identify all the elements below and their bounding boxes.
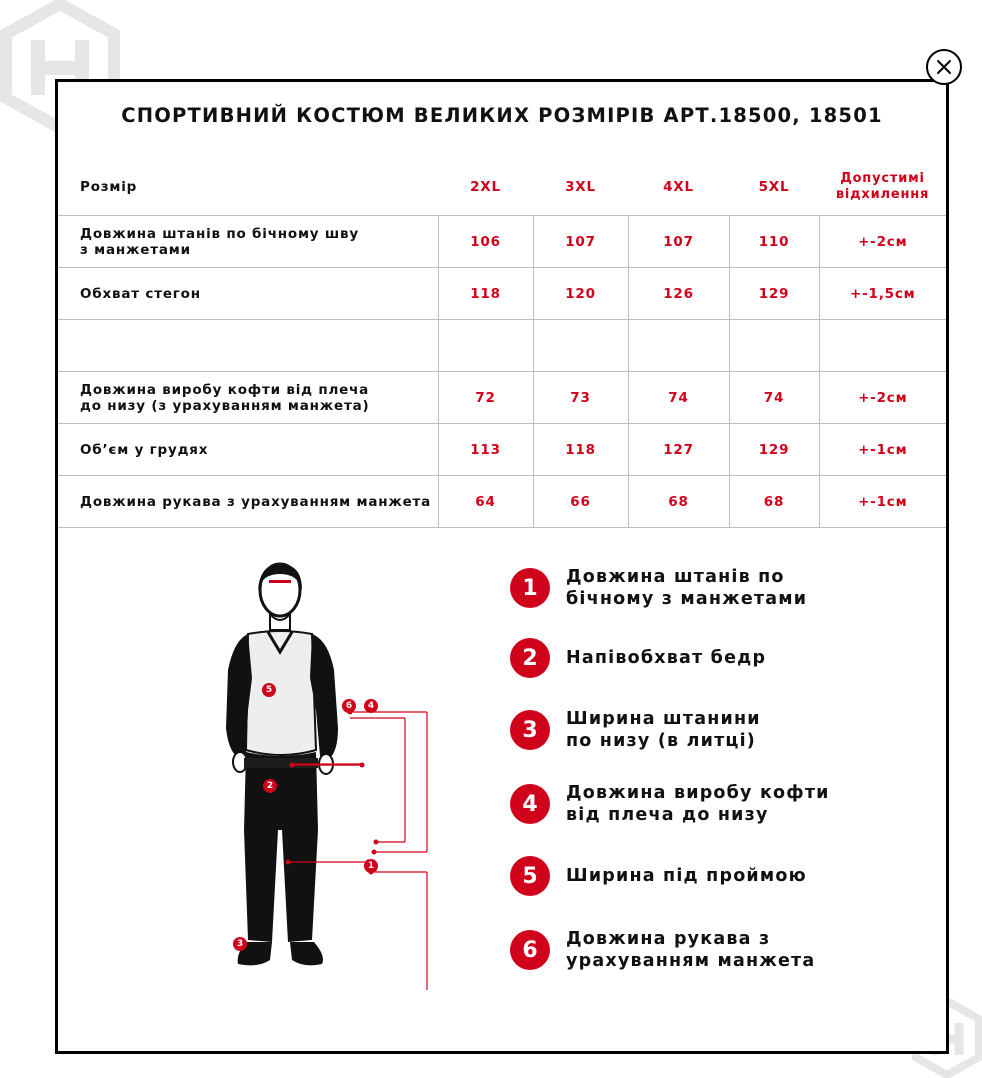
size-header-2xl: 2XL	[470, 178, 501, 195]
size-value-4xl	[628, 320, 729, 372]
size-value-5xl: 129	[729, 424, 819, 476]
row-label: Довжина штанів по бічному шву з манжетами	[58, 216, 438, 268]
size-value-5xl: 74	[729, 372, 819, 424]
deviation-value: +-1см	[819, 476, 946, 528]
row-label	[58, 320, 438, 372]
size-value-4xl: 127	[628, 424, 729, 476]
legend-item	[510, 928, 815, 972]
legend-text: Довжина виробу кофти від плеча до низу	[566, 783, 830, 825]
legend-number-badge: 5	[510, 856, 550, 896]
deviation-value	[819, 320, 946, 372]
close-icon	[936, 59, 952, 75]
legend-number-badge: 1	[510, 568, 550, 608]
modal-title: СПОРТИВНИЙ КОСТЮМ ВЕЛИКИХ РОЗМІРІВ АРТ.18500, 18501	[121, 104, 883, 127]
deviation-value: +-2см	[819, 372, 946, 424]
figure-marker-4: 4	[364, 699, 378, 713]
size-header-label: Розмір	[80, 178, 138, 195]
row-label: Довжина рукава з урахуванням манжета	[58, 476, 438, 528]
size-table-row	[58, 424, 946, 476]
size-table-row	[58, 216, 946, 268]
size-chart-modal	[55, 79, 949, 1054]
figure-marker-5: 5	[262, 683, 276, 697]
legend-item	[510, 566, 807, 610]
size-value-3xl: 73	[533, 372, 628, 424]
legend-text: Ширина під проймою	[566, 866, 807, 886]
size-value-4xl: 107	[628, 216, 729, 268]
size-value-5xl: 110	[729, 216, 819, 268]
figure-marker-3: 3	[233, 937, 247, 951]
legend-text: Довжина рукава з урахуванням манжета	[566, 929, 816, 971]
close-button[interactable]	[926, 49, 962, 85]
size-value-5xl: 129	[729, 268, 819, 320]
size-header-5xl: 5XL	[758, 178, 790, 195]
size-table-row	[58, 476, 946, 528]
size-value-4xl: 68	[628, 476, 729, 528]
legend-item	[510, 708, 761, 752]
legend-text: Довжина штанів по бічному з манжетами	[566, 567, 808, 609]
row-label: Довжина виробу кофти від плеча до низу (з урахуванням манжета)	[58, 372, 438, 424]
legend-text: Напівобхват бедр	[566, 648, 767, 668]
size-value-2xl	[438, 320, 533, 372]
size-table-row	[58, 372, 946, 424]
model-figure	[198, 560, 458, 990]
size-header-4xl: 4XL	[663, 178, 694, 195]
row-label: Об’єм у грудях	[58, 424, 438, 476]
legend-item	[510, 638, 766, 678]
size-value-2xl: 106	[438, 216, 533, 268]
size-table-row	[58, 268, 946, 320]
size-value-4xl: 126	[628, 268, 729, 320]
size-table	[58, 158, 946, 528]
legend-number-badge: 2	[510, 638, 550, 678]
size-value-3xl: 66	[533, 476, 628, 528]
figure-marker-2: 2	[263, 779, 277, 793]
size-value-2xl: 64	[438, 476, 533, 528]
row-label: Обхват стегон	[58, 268, 438, 320]
legend-text: Ширина штанини по низу (в литці)	[566, 709, 761, 751]
size-value-3xl: 107	[533, 216, 628, 268]
size-value-5xl: 68	[729, 476, 819, 528]
size-table-header	[58, 158, 946, 216]
legend-number-badge: 6	[510, 930, 550, 970]
size-value-2xl: 118	[438, 268, 533, 320]
size-value-2xl: 72	[438, 372, 533, 424]
deviation-header: Допустимі відхилення	[835, 170, 930, 202]
figure-marker-1: 1	[364, 859, 378, 873]
deviation-value: +-1см	[819, 424, 946, 476]
deviation-value: +-1,5см	[819, 268, 946, 320]
legend-number-badge: 4	[510, 784, 550, 824]
size-value-5xl	[729, 320, 819, 372]
size-value-4xl: 74	[628, 372, 729, 424]
size-value-2xl: 113	[438, 424, 533, 476]
size-value-3xl: 120	[533, 268, 628, 320]
size-value-3xl	[533, 320, 628, 372]
legend-item	[510, 856, 807, 896]
legend-item	[510, 782, 830, 826]
figure-marker-6: 6	[342, 699, 356, 713]
legend-number-badge: 3	[510, 710, 550, 750]
size-table-row	[58, 320, 946, 372]
deviation-value: +-2см	[819, 216, 946, 268]
size-value-3xl: 118	[533, 424, 628, 476]
size-header-3xl: 3XL	[565, 178, 596, 195]
